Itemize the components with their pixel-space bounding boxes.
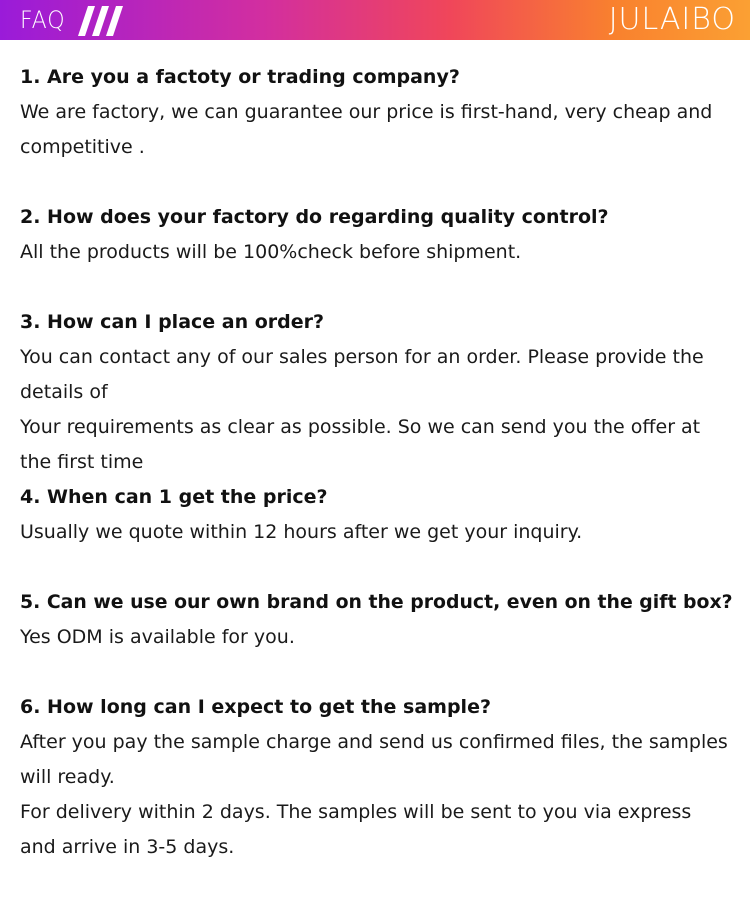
faq-question: 3. How can I place an order?	[20, 311, 325, 333]
faq-list	[20, 60, 736, 865]
faq-item	[20, 690, 736, 865]
faq-title: FAQ	[20, 6, 66, 34]
faq-answer-line: You can contact any of our sales person for an order. Please provide the	[20, 346, 704, 368]
faq-answer-line: competitive .	[20, 136, 145, 158]
faq-item	[20, 305, 736, 480]
faq-answer-line: We are factory, we can guarantee our price is first-hand, very cheap and	[20, 101, 713, 123]
faq-answer-line: Your requirements as clear as possible. So we can send you the offer at	[20, 416, 701, 438]
faq-banner	[0, 0, 750, 40]
faq-answer-line: will ready.	[20, 766, 115, 788]
faq-item	[20, 200, 736, 270]
faq-answer-line: details of	[20, 381, 108, 403]
faq-answer-line: After you pay the sample charge and send us confirmed files, the samples	[20, 731, 728, 753]
brand-logo: JULAIBO	[608, 2, 736, 37]
faq-question: 6. How long can I expect to get the sample?	[20, 696, 491, 718]
slash-decoration-icon	[78, 6, 128, 36]
faq-item	[20, 480, 736, 550]
faq-item	[20, 60, 736, 165]
faq-question: 4. When can 1 get the price?	[20, 486, 328, 508]
faq-question: 1. Are you a factoty or trading company?	[20, 66, 460, 88]
faq-answer-line: For delivery within 2 days. The samples will be sent to you via express	[20, 801, 692, 823]
faq-answer-line: the first time	[20, 451, 144, 473]
faq-answer-line: All the products will be 100%check before shipment.	[20, 241, 522, 263]
faq-answer-line: Yes ODM is available for you.	[20, 626, 295, 648]
faq-question: 2. How does your factory do regarding quality control?	[20, 206, 609, 228]
faq-answer-line: Usually we quote within 12 hours after we get your inquiry.	[20, 521, 583, 543]
faq-question: 5. Can we use our own brand on the product, even on the gift box?	[20, 592, 733, 613]
faq-item	[20, 585, 736, 655]
faq-answer-line: and arrive in 3-5 days.	[20, 836, 235, 858]
